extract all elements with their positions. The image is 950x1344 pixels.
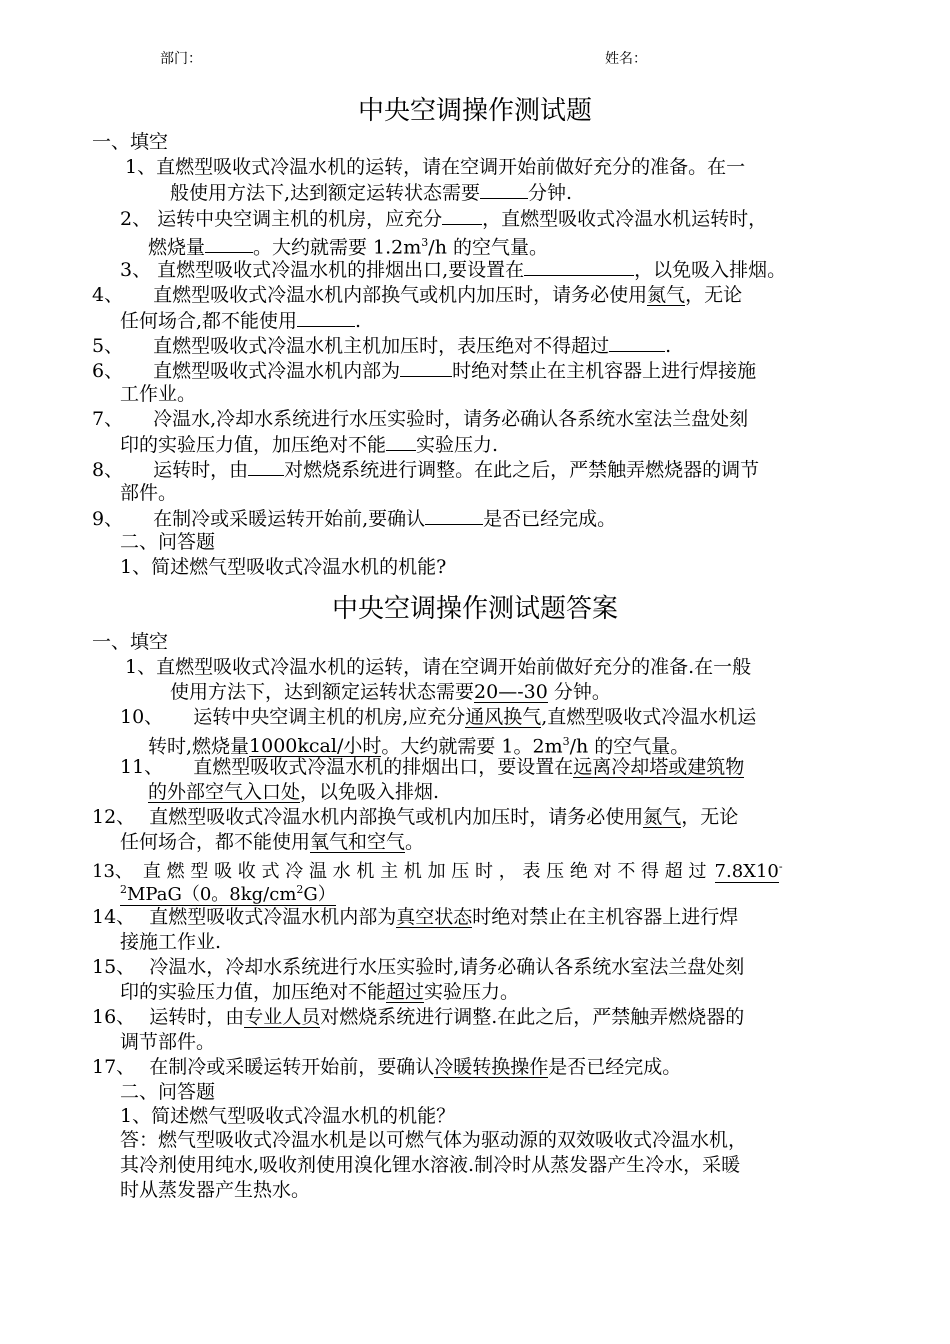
blank — [609, 333, 665, 352]
answer-13-line2: $^2$MPaG（0。$8kg/cm^2G$） — [120, 880, 336, 907]
answer-14-line2: 接施工作业. — [120, 931, 222, 953]
answer-13-line1: 13、 直 燃 型 吸 收 式 冷 温 水 机 主 机 加 压 时 ， 表 压 绝 对 不 得 超 过 7.8X10- — [92, 860, 783, 882]
blank — [205, 234, 253, 253]
section-qa: 二、问答题 — [120, 531, 216, 553]
blank — [524, 257, 634, 276]
answer-1-line1: 1、直燃型吸收式冷温水机的运转，请在空调开始前做好充分的准备.在一般 — [125, 656, 752, 678]
question-3: 3、 直燃型吸收式冷温水机的排烟出口,要设置在 ，以免吸入排烟。 — [120, 259, 787, 281]
answer-17: 17、 在制冷或采暖运转开始前，要确认冷暖转换操作是否已经完成。 — [92, 1056, 682, 1078]
question-4-line1: 4、 直燃型吸收式冷温水机内部换气或机内加压时，请务必使用氮气，无论 — [92, 284, 743, 306]
name-label: 姓名： — [605, 51, 647, 67]
answer-10-line1: 10、 运转中央空调主机的机房,应充分通风换气,直燃型吸收式冷温水机运 — [120, 706, 757, 728]
answer-15-line2: 印的实验压力值，加压绝对不能超过实验压力。 — [120, 981, 520, 1003]
answer-15-line1: 15、 冷温水，冷却水系统进行水压实验时,请务必确认各系统水室法兰盘处刻 — [92, 956, 745, 978]
blank — [480, 180, 528, 199]
blank — [442, 206, 482, 225]
question-6-line2: 工作业。 — [120, 383, 197, 405]
answer-text-line3: 时从蒸发器产生热水。 — [120, 1179, 311, 1201]
question-8-line2: 部件。 — [120, 482, 178, 504]
question-5: 5、 直燃型吸收式冷温水机主机加压时，表压绝对不得超过 . — [92, 335, 672, 357]
answer-1-line2: 使用方法下，达到额定运转状态需要20—-30 分钟。 — [170, 681, 611, 703]
answer-text-line2: 其冷剂使用纯水,吸收剂使用溴化锂水溶液.制冷时从蒸发器产生冷水，采暖 — [120, 1154, 741, 1176]
question-7-line2: 印的实验压力值，加压绝对不能 实验压力. — [120, 434, 499, 456]
answer-12-line2: 任何场合，都不能使用氧气和空气。 — [120, 831, 425, 853]
answer-11-line2: 的外部空气入口处，以免吸入排烟. — [148, 781, 440, 803]
section-fill-in: 一、填空 — [92, 131, 169, 153]
answers-section-fill-in: 一、填空 — [92, 631, 169, 653]
question-2-line2: 燃烧量 。大约就需要 $1.2m^3/h$ 的空气量。 — [148, 236, 548, 259]
question-2-line1: 2、 运转中央空调主机的机房，应充分 ，直燃型吸收式冷温水机运转时， — [120, 208, 768, 230]
question-7-line1: 7、 冷温水,冷却水系统进行水压实验时，请务必确认各系统水室法兰盘处刻 — [92, 408, 749, 430]
answer-16-line1: 16、 运转时，由专业人员对燃烧系统进行调整.在此之后，严禁触弄燃烧器的 — [92, 1006, 745, 1028]
answers-qa-question-1: 1、简述燃气型吸收式冷温水机的机能？ — [120, 1105, 456, 1127]
answers-section-qa: 二、问答题 — [120, 1081, 216, 1103]
answer-14-line1: 14、 直燃型吸收式冷温水机内部为真空状态时绝对禁止在主机容器上进行焊 — [92, 906, 739, 928]
blank — [386, 432, 416, 451]
dept-label: 部门： — [160, 51, 202, 67]
answer-11-line1: 11、 直燃型吸收式冷温水机的排烟出口，要设置在远离冷却塔或建筑物 — [120, 756, 745, 778]
question-4-line2: 任何场合,都不能使用 . — [120, 310, 362, 332]
question-1-line2: 般使用方法下,达到额定运转状态需要 分钟. — [170, 182, 573, 204]
question-1-line1: 1、直燃型吸收式冷温水机的运转，请在空调开始前做好充分的准备。在一 — [125, 156, 746, 178]
qa-question-1: 1、简述燃气型吸收式冷温水机的机能? — [120, 556, 447, 578]
blank — [400, 358, 452, 377]
answer-16-line2: 调节部件。 — [120, 1031, 216, 1053]
answers-title: 中央空调操作测试题答案 — [331, 594, 618, 624]
answer-text-line1: 答：燃气型吸收式冷温水机是以可燃气体为驱动源的双效吸收式冷温水机， — [120, 1129, 748, 1151]
blank — [425, 506, 483, 525]
question-6-line1: 6、 直燃型吸收式冷温水机内部为 时绝对禁止在主机容器上进行焊接施 — [92, 360, 757, 382]
question-8-line1: 8、 运转时，由 对燃烧系统进行调整。在此之后，严禁触弄燃烧器的调节 — [92, 459, 760, 481]
blank — [248, 457, 284, 476]
question-9: 9、 在制冷或采暖运转开始前,要确认 是否已经完成。 — [92, 508, 617, 530]
blank — [297, 308, 355, 327]
test-title: 中央空调操作测试题 — [357, 96, 592, 126]
answer-12-line1: 12、 直燃型吸收式冷温水机内部换气或机内加压时，请务必使用氮气，无论 — [92, 806, 739, 828]
answer-10-line2: 转时,燃烧量1000kcal/小时。大约就需要 1。$2m^3/h$ 的空气量。 — [148, 735, 690, 758]
